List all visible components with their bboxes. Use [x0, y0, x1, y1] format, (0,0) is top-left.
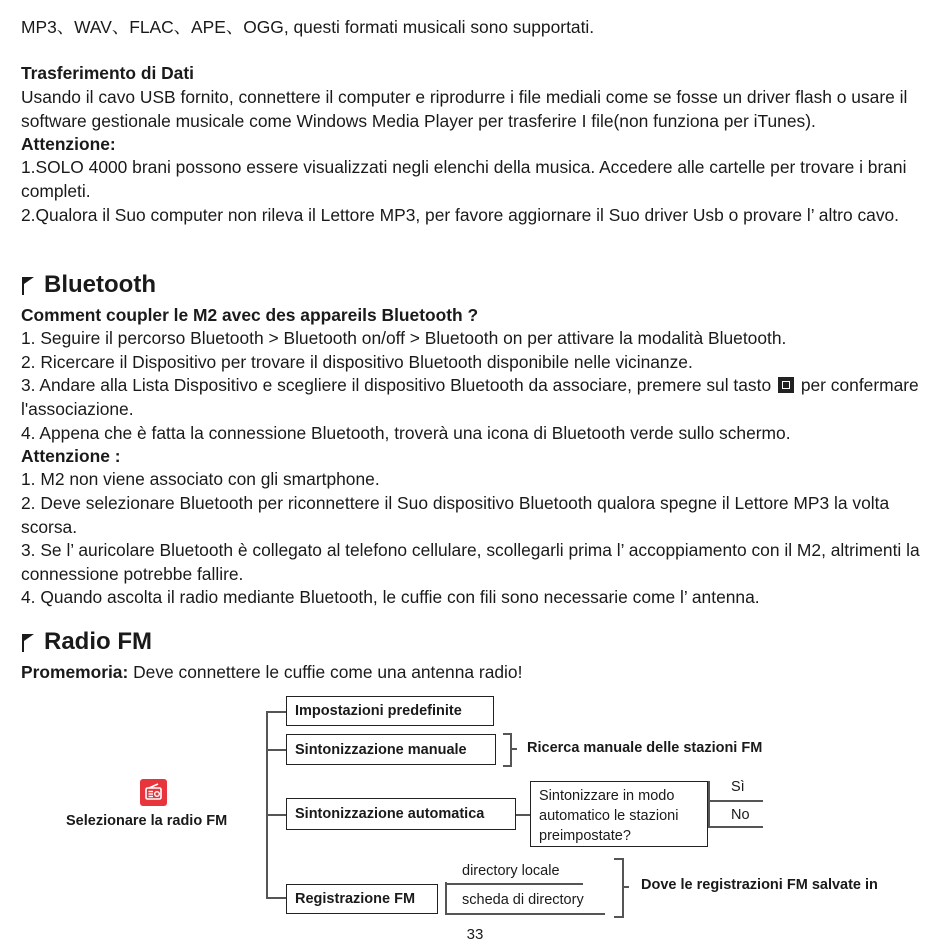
bt-step-2: 2. Ricercare il Dispositivo per trovare il dispositivo Bluetooth disponibile nelle vicinanze. [21, 352, 693, 372]
bt-step-3 [21, 374, 936, 421]
bluetooth-subtitle: Comment coupler le M2 avec des appareils Bluetooth ? [21, 305, 479, 325]
flag-icon [21, 275, 37, 295]
bt-step-4: 4. Appena che è fatta la connessione Bluetooth, troverà una icona di Bluetooth verde sullo schermo. [21, 423, 791, 443]
branch-1 [266, 711, 286, 713]
bt-step-3-text-a: 3. Andare alla Lista Dispositivo e scegliere il dispositivo Bluetooth da associare, premere sul tasto [21, 375, 772, 395]
bracket-tick [510, 748, 517, 750]
note-1: 1.SOLO 4000 brani possono essere visualizzati negli elenchi della musica. Accedere alle cartelle per trovare i brani completi. [21, 157, 907, 201]
radio-heading-label: Radio FM [44, 628, 152, 655]
rec-divider [445, 882, 447, 914]
reminder-label: Promemoria: [21, 662, 129, 682]
auto-question-box: Sintonizzare in modo automatico le stazioni preimpostate? [530, 781, 708, 847]
radio-heading [21, 627, 152, 657]
note-2: 2.Qualora il Suo computer non rileva il Lettore MP3, per favore aggiornare il Suo driver Usb o provare l’ altro cavo. [21, 205, 900, 225]
option-default-settings: Impostazioni predefinite [286, 696, 494, 726]
transfer-title: Trasferimento di Dati [21, 63, 194, 83]
radio-reminder [21, 661, 936, 685]
transfer-text: Usando il cavo USB fornito, connettere il computer e riprodurre i file mediali come se fosse un driver flash o usare il software gestionale musicale come Windows Media Player per trasferire I file(non funziona per iTunes). [21, 87, 908, 131]
option-manual-tuning: Sintonizzazione manuale [286, 734, 496, 765]
bracket-manual [503, 733, 512, 767]
bt-step-1: 1. Seguire il percorso Bluetooth > Bluetooth on/off > Bluetooth on per attivare la modalità Bluetooth. [21, 328, 787, 348]
rec-card: scheda di directory [462, 892, 584, 908]
page-number: 33 [466, 926, 484, 943]
branch-4 [266, 897, 286, 899]
bluetooth-heading-label: Bluetooth [44, 271, 156, 298]
reminder-text: Deve connettere le cuffie come una antenna radio! [128, 662, 523, 682]
auto-connector [516, 814, 530, 816]
choice-divider [708, 781, 710, 826]
rec-local-underline [445, 883, 583, 885]
bt-attention-3: 3. Se l’ auricolare Bluetooth è collegato al telefono cellulare, scollegarli prima l’ accoppiamento con il M2, altrimenti la connessione potrebbe fallire. [21, 540, 920, 584]
yes-underline [708, 800, 763, 802]
bt-attention-title: Attenzione : [21, 446, 121, 466]
flag-icon [21, 632, 37, 652]
root-label: Selezionare la radio FM [66, 813, 228, 829]
bt-attention-4: 4. Quando ascolta il radio mediante Bluetooth, le cuffie con fili sono necessarie come l’ antenna. [21, 587, 760, 607]
bt-attention-1: 1. M2 non viene associato con gli smartphone. [21, 469, 380, 489]
option-fm-recording: Registrazione FM [286, 884, 438, 914]
rec-description: Dove le registrazioni FM salvate in [641, 877, 878, 893]
branch-2 [266, 749, 286, 751]
rec-local: directory locale [462, 863, 560, 879]
choice-no: No [731, 807, 750, 823]
attention-title: Attenzione: [21, 134, 116, 154]
choice-yes: Sì [731, 779, 745, 795]
option-auto-tuning: Sintonizzazione automatica [286, 798, 516, 830]
ok-button-icon [778, 377, 794, 393]
bt-attention-2: 2. Deve selezionare Bluetooth per riconnettere il Suo dispositivo Bluetooth qualora spegne il Lettore MP3 la volta scorsa. [21, 493, 890, 537]
radio-icon [140, 779, 167, 806]
bracket-rec-tick [622, 886, 629, 888]
bracket-recording [614, 858, 624, 918]
bluetooth-heading [21, 270, 156, 300]
tree-trunk [266, 711, 268, 898]
no-underline [708, 826, 763, 828]
manual-description: Ricerca manuale delle stazioni FM [527, 740, 763, 756]
branch-3 [266, 814, 286, 816]
bt-step-3-text-b: per confermare l'associazione. [21, 375, 919, 419]
formats-text: MP3、WAV、FLAC、APE、OGG, questi formati musicali sono supportati. [21, 17, 595, 37]
rec-card-underline [445, 913, 605, 915]
